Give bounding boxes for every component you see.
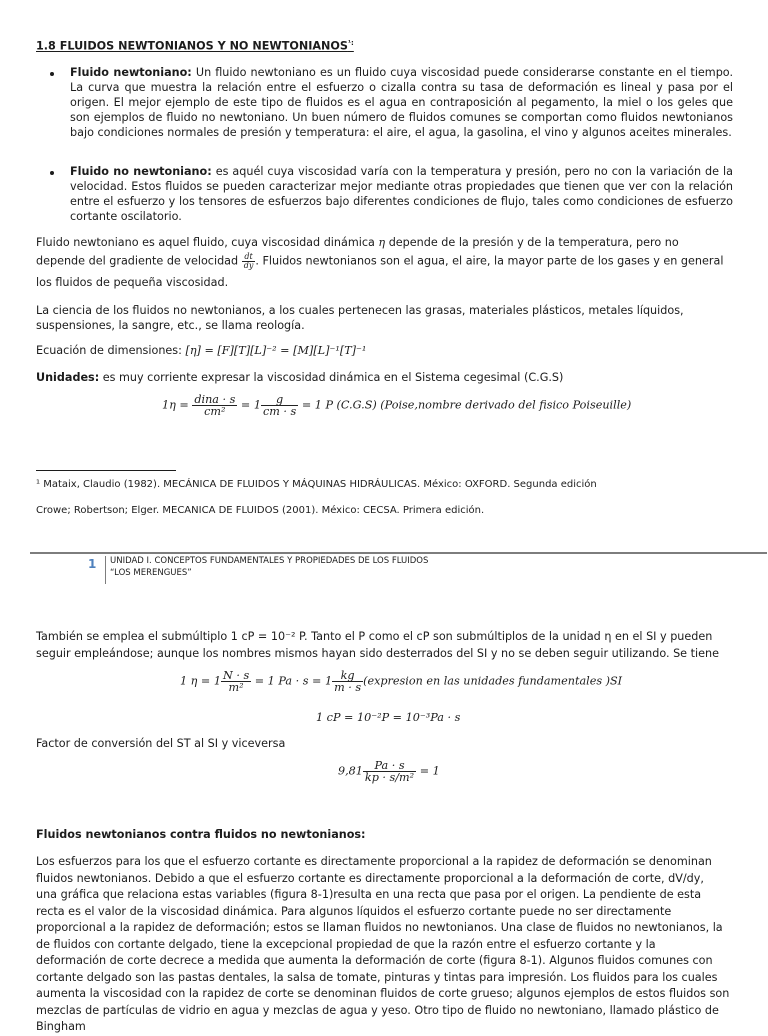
- bullet-term: Fluido newtoniano:: [70, 66, 192, 79]
- para-newtoniano-line2: depende del gradiente de velocidad $\frac{dt}{dy}$ . Fluidos newtonianos son el agua, el aire, la mayor parte de los gases y en general: [36, 252, 724, 270]
- footnote-2: Crowe; Robertson; Elger. MECANICA DE FLUIDOS (2001). México: CECSA. Primera edición.: [36, 505, 485, 516]
- section-title: 1.8 FLUIDOS NEWTONIANOS Y NO $NEWTONIANOS^{^1:}$: [36, 39, 354, 53]
- poise-equation: 1η = $\frac{\text{dina · s}}{\text{cm²}}$ = 1 $\frac{g}{cm \cdot s}$ = 1 P (C.G.S) (Poise,nombre derivado del fisico Poiseuille): [162, 393, 632, 418]
- body-line: deformación de corte decrece a medida que aumenta la deformación de corte (figura 8-1). Algunos fluidos comunes con: [36, 954, 713, 967]
- footer-team: “LOS MERENGUES”: [110, 568, 192, 578]
- footnote-1: ¹ Mataix, Claudio (1982). MECÁNICA DE FLUIDOS Y MÁQUINAS HIDRÁULICAS. México: OXFORD. Segunda edición: [36, 479, 597, 490]
- bullet-dot: [50, 72, 54, 76]
- bullet-no-newtoniano: [70, 164, 733, 224]
- subheading: Fluidos newtonianos contra fluidos no newtonianos:: [36, 828, 366, 841]
- body-line: de fluidos con cortante delgado, tiene la excepcional propiedad de que la razón entre el esfuerzo cortante y la: [36, 937, 656, 951]
- body-line: proporcional a la rapidez de deformación; estos se llaman fluidos no newtonianos. Una clase de fluidos no newtonianos, la: [36, 921, 723, 934]
- bullet-text: Un fluido newtoniano es un fluido cuya viscosidad puede considerarse constante en el tiempo. La curva que muestra la relación entre el esfuerzo o cizalla contra su tasa de deformación es lineal y pasa por el origen. El mejor ejemplo de este tipo de fluidos es el agua en contraposición al pegamento, la miel o los geles que son ejemplos de fluido no newtoniano. Un buen número de fluidos comunes se comportan como fluidos newtonianos bajo condiciones normales de presión y temperatura: el aire, el agua, la gasolina, el vino y algunos aceites minerales.: [70, 66, 734, 139]
- body-line: Bingham: [36, 1020, 86, 1033]
- body-line: aumenta la viscosidad con la rapidez de corte se denominan fluidos de corte grueso; algunos ejemplos de estos fluidos son: [36, 987, 730, 1000]
- bullet-term: Fluido no newtoniano:: [70, 165, 212, 178]
- footer-unit: UNIDAD I. CONCEPTOS FUNDAMENTALES Y PROPIEDADES DE LOS FLUIDOS: [110, 556, 429, 566]
- bullet-newtoniano: [70, 65, 733, 140]
- para-newtoniano-line3: los fluidos de pequeña viscosidad.: [36, 276, 229, 289]
- bullet-dot: [50, 171, 54, 175]
- footer-text: [110, 555, 428, 579]
- body-line: fluidos newtonianos. Debido a que el esfuerzo cortante es directamente proporcional a la deformación de corte, dV/dy,: [36, 871, 704, 885]
- page-number: 1: [88, 557, 97, 571]
- body-line: Los esfuerzos para los que el esfuerzo cortante es directamente proporcional a la rapidez de deformación se denominan: [36, 855, 712, 868]
- ecuacion-dimensiones: Ecuación de dimensiones: [η] = [F][T][L]⁻² = [M][L]⁻¹[T]⁻¹: [36, 344, 367, 357]
- factor-label: Factor de conversión del ST al SI y viceversa: [36, 737, 286, 750]
- intro-line2: seguir empleándose; aunque los nombres mismos hayan sido desterrados del SI y no se deben seguir utilizando. Se tiene: [36, 647, 719, 660]
- equation-si: 1 η = 1 $\frac{N \cdot s}{\text{m²}}$ = 1 Pa · s = 1 $\frac{kg}{m \cdot s}$ (expresion en las unidades fundamentales )SI: [180, 669, 623, 694]
- body-line: mezclas de partículas de vidrio en agua y mezclas de agua y yeso. Otro tipo de fluido no newtoniano, llamado plástico de: [36, 1003, 719, 1017]
- equation-cp: 1 cP = 10⁻²P = 10⁻³Pa · s: [316, 711, 461, 724]
- footnote-separator: [36, 470, 176, 471]
- footer-rule: [30, 552, 767, 554]
- intro-line1: También se emplea el submúltiplo 1 cP = 10⁻² P. Tanto el P como el cP son submúltiplos de la unidad η en el SI y pueden: [36, 630, 713, 643]
- para-newtoniano-line1: Fluido newtoniano es aquel fluido, cuya viscosidad dinámica η depende de la presión y de la temperatura, pero no: [36, 236, 679, 249]
- body-line: recta es el valor de la viscosidad dinámica. Para algunos líquidos el esfuerzo cortante puede no ser directamente: [36, 904, 672, 918]
- body-line: cortante delgado son las pastas dentales, la salsa de tomate, pinturas y tintas para impresión. Los fluidos para los cuales: [36, 970, 718, 984]
- unidades-line: Unidades: es muy corriente expresar la viscosidad dinámica en el Sistema cegesimal (C.G.S): [36, 371, 564, 384]
- para-reologia: La ciencia de los fluidos no newtonianos, a los cuales pertenecen las grasas, materiales plásticos, metales líquidos, suspensiones, la sangre, etc., se llama reología.: [36, 304, 684, 332]
- footer-divider: [105, 556, 106, 584]
- body-paragraph: [36, 854, 756, 1036]
- equation-factor: 9,81 $\frac{Pa \cdot s}{\text{kp · s/m²}}$ = 1: [338, 759, 440, 784]
- body-line: una gráfica que relaciona estas variables (figura 8-1)resulta en una recta que pasa por el origen. La pendiente de esta: [36, 888, 702, 901]
- bullet-text: es aquél cuya viscosidad varía con la temperatura y presión, pero no con la variación de la velocidad. Estos fluidos se pueden caracterizar mejor mediante otras propiedades que tienen que ver con la relación entre el esfuerzo y los tensores de esfuerzos bajo diferentes condiciones de flujo, tales como condiciones de esfuerzo cortante oscilatorio.: [70, 165, 733, 223]
- gradient-fraction: $\frac{dt}{dy}$: [243, 252, 254, 270]
